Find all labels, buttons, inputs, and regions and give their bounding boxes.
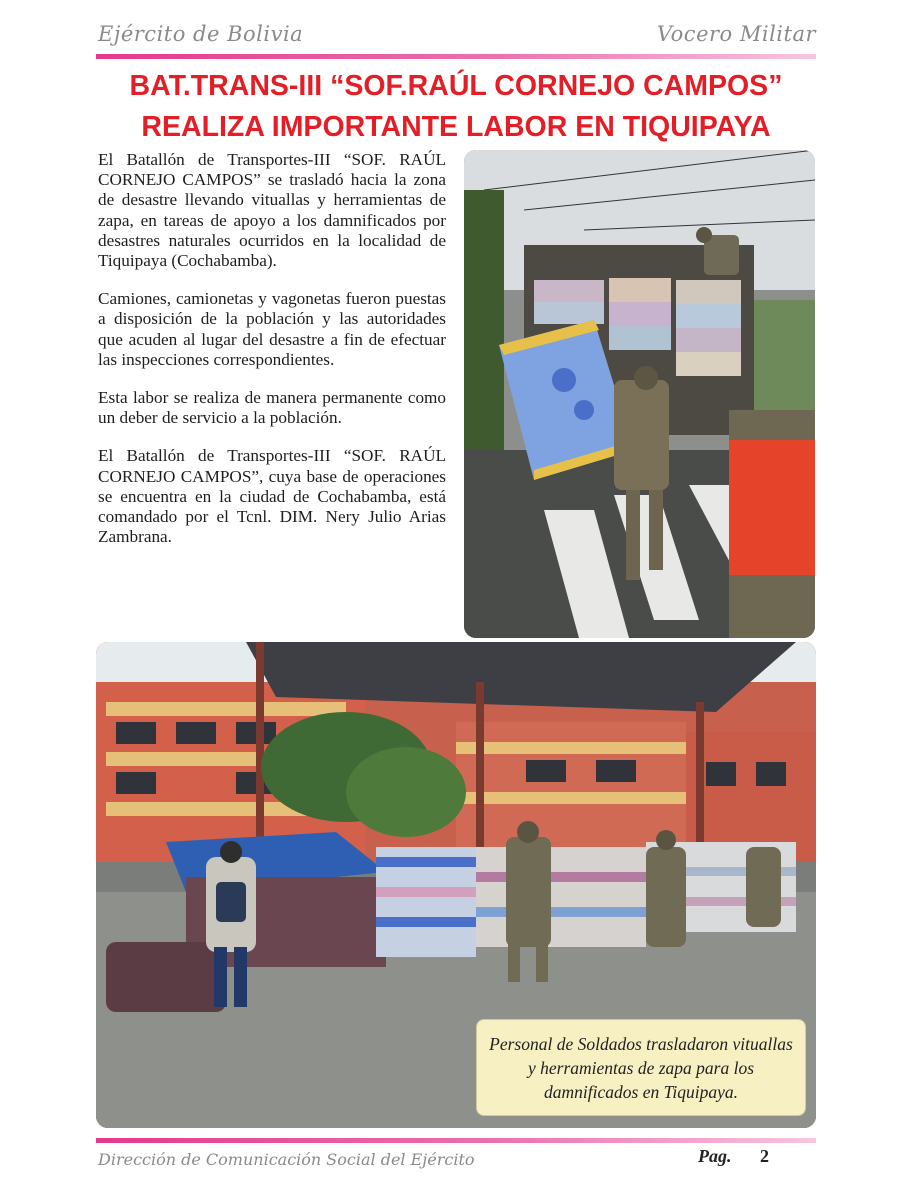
- title-line-1: BAT.TRANS-III “SOF.RAÚL CORNEJO CAMPOS”: [129, 70, 783, 102]
- footer-page-number: 2: [760, 1146, 769, 1166]
- header-publisher: Ejército de Bolivia: [98, 22, 304, 46]
- footer-divider: [96, 1138, 816, 1143]
- footer-department: Dirección de Comunicación Social del Ejército: [98, 1150, 475, 1169]
- header-divider: [96, 54, 816, 59]
- photo-soldiers-unloading-truck: [464, 150, 815, 638]
- article-title: [90, 66, 822, 148]
- footer-page-label: Pag.: [698, 1146, 732, 1166]
- paragraph-2: Camiones, camionetas y vagonetas fueron puestas a disposición de la población y las autoridades que acuden al lugar del desastre a fin de efectuar las inspecciones correspondientes.: [98, 289, 446, 369]
- header-magazine-name: Vocero Militar: [656, 22, 816, 46]
- paragraph-4: El Batallón de Transportes-III “SOF. RAÚL CORNEJO CAMPOS”, cuya base de operaciones se encuentra en la ciudad de Cochabamba, está comandado por el Tcnl. DIM. Nery Julio Arias Zambrana.: [98, 446, 446, 547]
- article-body: [98, 150, 446, 565]
- paragraph-1: El Batallón de Transportes-III “SOF. RAÚL CORNEJO CAMPOS” se trasladó hacia la zona de desastre llevando vituallas y herramientas de zapa, en tareas de apoyo a los damnificados por desastres naturales ocurridos en la localidad de Tiquipaya (Cochabamba).: [98, 150, 446, 271]
- paragraph-3: Esta labor se realiza de manera permanente como un deber de servicio a la población.: [98, 388, 446, 428]
- title-line-2: REALIZA IMPORTANTE LABOR EN TIQUIPAYA: [141, 111, 771, 143]
- photo-caption: Personal de Soldados trasladaron vituallas y herramientas de zapa para los damnificados en Tiquipaya.: [476, 1019, 806, 1116]
